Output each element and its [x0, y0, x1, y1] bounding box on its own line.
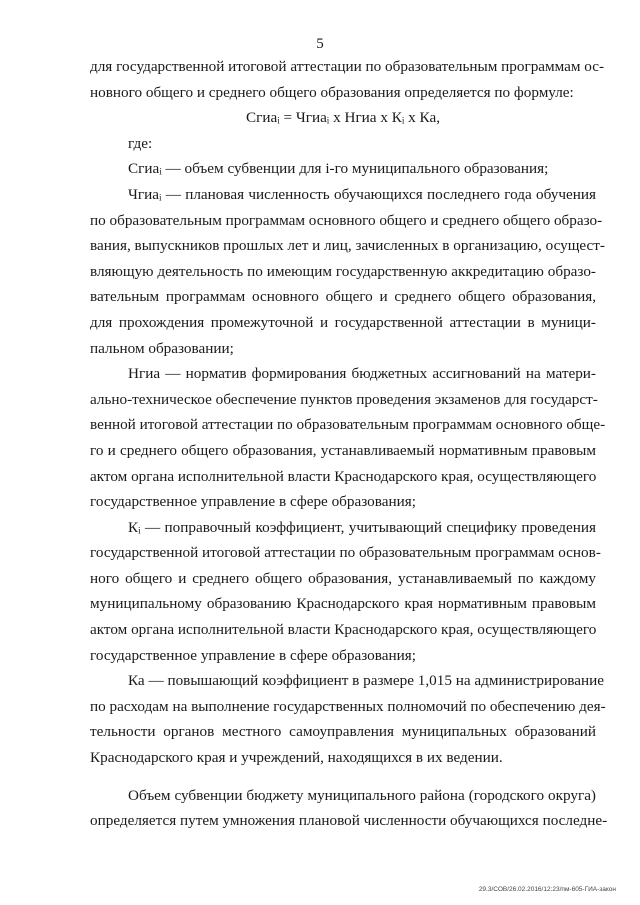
- text-line: где:: [128, 134, 153, 152]
- text-line: венной итоговой аттестации по образовательным программам основного обще-: [90, 416, 606, 434]
- text-line: для государственной итоговой аттестации по образовательным программам ос-: [90, 58, 605, 75]
- formula-line: Сгиаᵢ = Чгиаᵢ х Нгиа х Кᵢ х Ка,: [245, 109, 441, 127]
- text-line: ного общего и среднего общего образования, устанавливаемый по каждому: [90, 569, 596, 587]
- text-line: для прохождения промежуточной и государственной аттестации в муници-: [90, 313, 596, 331]
- text-line: ально-техническое обеспечение пунктов проведения экзаменов для государст-: [90, 390, 598, 408]
- text-line: государственное управление в сфере образования;: [90, 646, 416, 664]
- text-line: Нгиа — норматив формирования бюджетных ассигнований на матери-: [128, 365, 596, 383]
- text-line: актом органа исполнительной власти Краснодарского края, осуществляющего: [90, 621, 597, 639]
- text-line: государственное управление в сфере образования;: [90, 493, 416, 511]
- text-line: по расходам на выполнение государственных полномочий по обеспечению дея-: [90, 697, 606, 715]
- document-footer-code: 29.3/СОВ/26.02.2016/12:23/пм-605-ГИА-закон: [478, 886, 616, 893]
- document-body: [90, 54, 608, 834]
- text-line: муниципальному образованию Краснодарского края нормативным правовым: [90, 595, 596, 613]
- page-number: 5: [316, 36, 324, 52]
- text-line: Объем субвенции бюджету муниципального района (городского округа): [128, 786, 596, 804]
- text-line: Краснодарского края и учреждений, находящихся в их ведении.: [90, 749, 503, 767]
- text-line: Ка — повышающий коэффициент в размере 1,015 на администрирование: [128, 672, 605, 690]
- text-line: го и среднего общего образования, устанавливаемый нормативным правовым: [90, 441, 596, 459]
- text-line: тельности органов местного самоуправления муниципальных образований: [90, 723, 596, 741]
- text-line: новного общего и среднего общего образования определяется по формуле:: [90, 83, 574, 101]
- text-line: вания, выпускников прошлых лет и лиц, зачисленных в организацию, осущест-: [90, 237, 605, 255]
- text-line: Сгиаᵢ — объем субвенции для i-го муниципального образования;: [128, 160, 549, 178]
- text-line: актом органа исполнительной власти Краснодарского края, осуществляющего: [90, 467, 597, 485]
- text-line: вляющую деятельность по имеющим государственную аккредитацию образо-: [90, 262, 596, 280]
- text-line: Кᵢ — поправочный коэффициент, учитывающий специфику проведения: [128, 518, 596, 536]
- text-line: определяется путем умножения плановой численности обучающихся последне-: [90, 812, 608, 830]
- text-line: государственной итоговой аттестации по образовательным программам основ-: [90, 544, 601, 562]
- text-line: вательным программам основного общего и среднего общего образования,: [90, 288, 596, 306]
- paragraph-gap: [90, 771, 596, 783]
- text-line: пальном образовании;: [90, 339, 234, 357]
- text-line: Чгиаᵢ — плановая численность обучающихся последнего года обучения: [128, 185, 596, 203]
- text-line: по образовательным программам основного общего и среднего общего образо-: [90, 211, 603, 229]
